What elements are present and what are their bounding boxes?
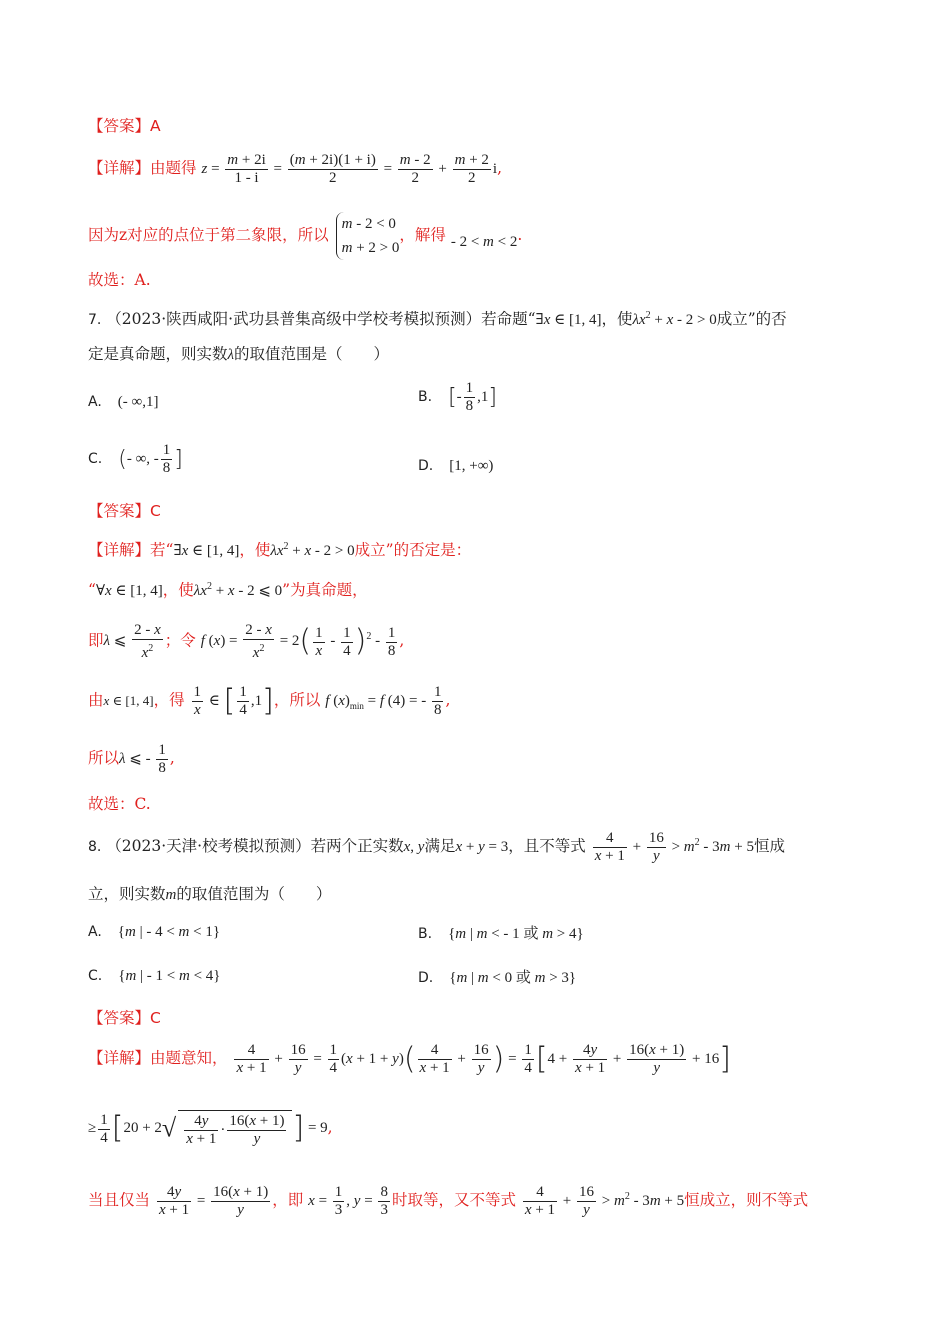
q8-option-c[interactable]: C. {m | - 1 < m < 4} bbox=[88, 968, 221, 984]
q7-detail-line5: 所以λ ⩽ - $\frac{1}{8}$ , bbox=[88, 742, 175, 776]
q6-answer-line bbox=[88, 116, 161, 136]
detail-tag: 【详解】 bbox=[88, 158, 151, 177]
answer-value: A bbox=[150, 117, 161, 135]
q6-conclusion: 故选：A. bbox=[88, 271, 151, 289]
q7-detail-line4: 由x ∈ [1, 4]，得 $\frac{1}{x}$ ∈ [ $\frac{1}{4}$ ,1]，所以 f $(x)_{min} = f$ (4) = - $\frac{1}{8}$ , bbox=[88, 683, 451, 719]
q8-stem: 8. （2023·天津·校考模拟预测）若两个正实数x, y满足x + y = 3，且不等式 $\frac{4}{x + 1}$ + $\frac{16}{y}$ > $m^2 - 3m + 5$恒成 bbox=[88, 830, 785, 864]
q6-because-line: 因为z对应的点位于第二象限，所以 m - 2 < 0 m + 2 > 0 ，解得 - 2 < m < 2. bbox=[88, 212, 522, 260]
q8-detail-line1: 【详解】由题意知， $\frac{4}{x + 1}$ + $\frac{16}{y}$ = $\frac{1}{4}$ (x + 1 + y)( $\frac{4}{x + 1}$ + $\frac{16}{y}$ ) = $\frac{1}{4}$ [4 + $\frac{4y}{x + 1}$ + $\frac{16(x + 1)}{y}$ + 16] bbox=[88, 1041, 731, 1077]
q7-stem: 7. （2023·陕西咸阳·武功县普集高级中学校考模拟预测）若命题“∃x ∈ [1, 4]，使$\lambda x^2 + x - 2 > 0$成立”的否 bbox=[88, 310, 787, 328]
q8-stem-line2: 立，则实数m的取值范围为（ ） bbox=[88, 885, 332, 903]
q7-option-d[interactable]: D. [1, +∞) bbox=[418, 458, 494, 474]
q7-option-b[interactable]: B. [- $\frac{1}{8}$ ,1] bbox=[418, 380, 497, 414]
q7-detail-line2: “∀x ∈ [1, 4]，使$\lambda x^2 + x - 2$ ⩽ 0”为真命题， bbox=[88, 581, 368, 599]
q6-system: m - 2 < 0 m + 2 > 0 bbox=[336, 212, 400, 260]
q7-detail-line1: 【详解】若“∃x ∈ [1, 4]，使$\lambda x^2 + x - 2 > 0$成立”的否定是： bbox=[88, 541, 472, 559]
q8-option-b[interactable]: B. {m | m < - 1 或 m > 4} bbox=[418, 926, 584, 942]
q7-conclusion: 故选：C. bbox=[88, 795, 151, 813]
q7-stem-line2: 定是真命题，则实数λ的取值范围是（ ） bbox=[88, 345, 390, 363]
q7-detail-line3: 即λ ⩽ $\frac{2 - x}{x^2}$ ；令 f (x) = $\frac{2 - x}{x^2}$ = 2( $\frac{1}{x}$ - $\frac{1}{4}$ )$^2$ - $\frac{1}{8}$ , bbox=[88, 622, 405, 661]
answer-tag: 【答案】 bbox=[88, 117, 151, 135]
q8-detail-line3: 当且仅当 $\frac{4y}{x + 1}$ = $\frac{16(x + 1)}{y}$ ，即 x = $\frac{1}{3}$ , y = $\frac{8}{3}$ 时取等，又不等式 $\frac{4}{x + 1}$ + $\frac{16}{y}$ > $m^2 - 3m + 5$恒成立，则不等式 bbox=[88, 1184, 809, 1218]
q8-option-d[interactable]: D. {m | m < 0 或 m > 3} bbox=[418, 970, 577, 986]
q6-detail-line: 【详解】由题得 z = $\frac{m + 2i}{1 - i}$ = $\frac{(m + 2i)(1 + i)}{2}$ = $\frac{m - 2}{2}$ + $\frac{m + 2}{2}$ i, bbox=[88, 152, 503, 186]
q8-detail-line2: ≥ $\frac{1}{4}$ [20 + 2√ $\frac{4y}{x + 1}$ · $\frac{16(x + 1)}{y}$ ] = 9, bbox=[88, 1111, 333, 1147]
q8-answer-line: 【答案】C bbox=[88, 1009, 161, 1027]
q6-formula: z = $\frac{m + 2i}{1 - i}$ = $\frac{(m + 2i)(1 + i)}{2}$ = $\frac{m - 2}{2}$ + $\frac{m + 2}{2}$ i bbox=[201, 152, 498, 186]
q7-answer-line: 【答案】C bbox=[88, 502, 161, 520]
q7-option-c[interactable]: C. (- ∞, - $\frac{1}{8}$ ] bbox=[88, 442, 183, 476]
q8-option-a[interactable]: A. {m | - 4 < m < 1} bbox=[88, 924, 221, 940]
q7-option-a[interactable]: A. (- ∞,1] bbox=[88, 394, 159, 410]
